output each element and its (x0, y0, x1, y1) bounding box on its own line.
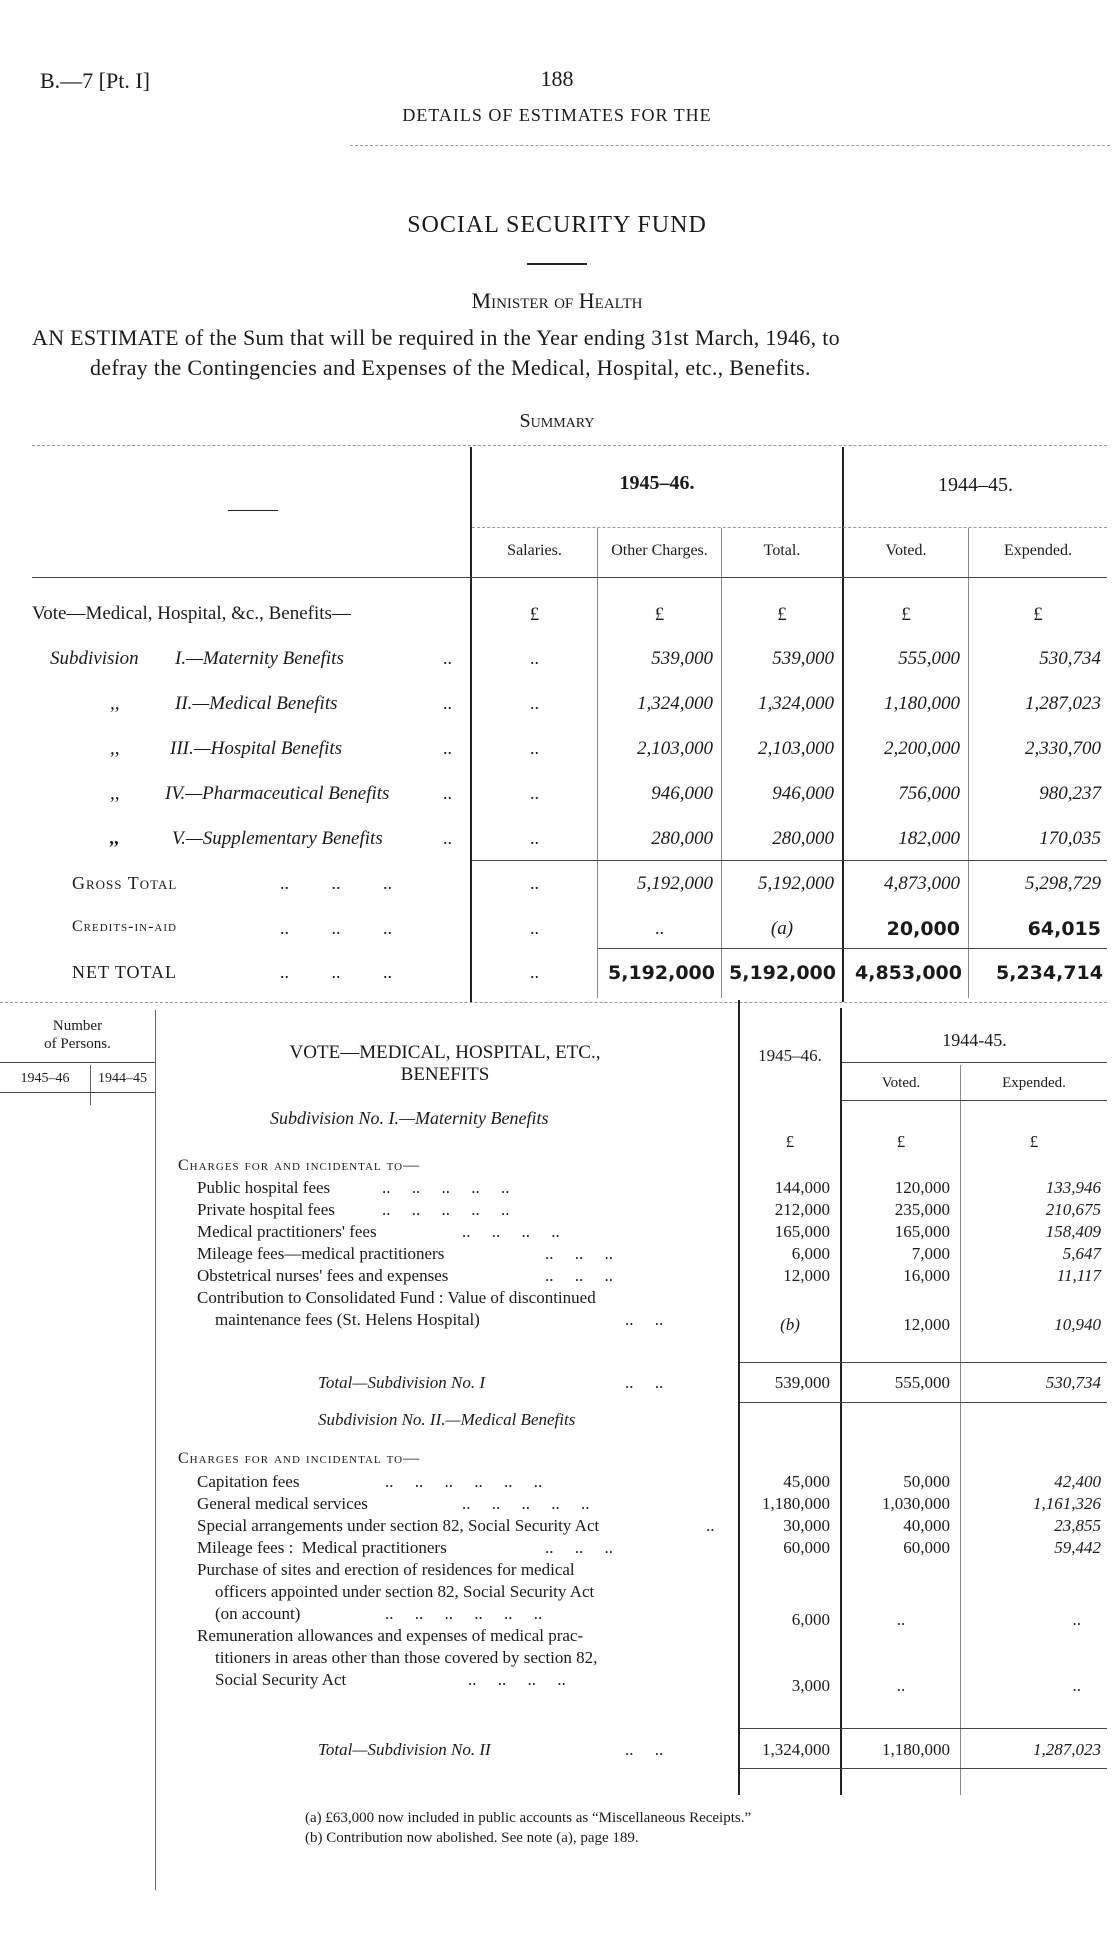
minister-title: Minister of Health (471, 288, 643, 313)
purchase-line-3: (on account) (215, 1604, 301, 1623)
row-total: 2,103,000 (758, 738, 834, 759)
row-voted: 756,000 (898, 783, 960, 804)
item-expended: 23,855 (1054, 1516, 1101, 1535)
row-total: 946,000 (772, 783, 834, 804)
gross-other: 5,192,000 (637, 873, 713, 894)
detail-col-voted: Voted. (881, 1075, 921, 1091)
summary-year-current: 1945–46. (619, 472, 695, 494)
item-current: 144,000 (774, 1178, 830, 1197)
row-label: I.—Maternity Benefits (175, 648, 344, 669)
item-current: 165,000 (774, 1222, 830, 1241)
net-voted: 4,853,000 (855, 962, 962, 984)
contribution-current: (b) (780, 1315, 800, 1334)
sub2-total-current: 1,324,000 (762, 1740, 830, 1759)
item-expended: 210,675 (1045, 1200, 1101, 1219)
remuneration-line-2: titioners in areas other than those covered by section 82, (215, 1648, 598, 1667)
header-rule (350, 145, 1110, 146)
sub2-total-label: Total—Subdivision No. II (318, 1740, 491, 1759)
item-dots: .. (706, 1516, 715, 1535)
credits-salaries: .. (530, 918, 539, 938)
item-label: Special arrangements under section 82, Social Security Act (197, 1516, 600, 1535)
sub2-total-dots: .. .. (625, 1740, 664, 1759)
net-total-label: NET TOTAL (72, 962, 178, 982)
row-expended: 2,330,700 (1025, 738, 1101, 759)
remuneration-current: 3,000 (791, 1676, 830, 1695)
sub1-total-dots: .. .. (625, 1373, 664, 1392)
pound-other: £ (654, 604, 665, 625)
credits-expended: 64,015 (1027, 918, 1101, 940)
item-dots: .. .. .. .. (462, 1222, 560, 1241)
row-salaries: .. (530, 783, 539, 803)
item-label: Public hospital fees (197, 1178, 331, 1197)
row-prefix: ,, (110, 693, 120, 714)
item-current: 45,000 (783, 1472, 830, 1491)
footnote-a: (a) £63,000 now included in public accounts as “Miscellaneous Receipts.” (305, 1810, 752, 1826)
row-salaries: .. (530, 648, 539, 668)
detail-year-current: 1945–46. (758, 1046, 822, 1065)
purchase-current: 6,000 (791, 1610, 830, 1629)
row-label: III.—Hospital Benefits (170, 738, 343, 759)
page-title: DETAILS OF ESTIMATES FOR THE (402, 105, 712, 125)
gross-dots: .. .. .. (280, 873, 392, 893)
credits-total: (a) (770, 918, 794, 939)
pound-salaries: £ (529, 604, 540, 625)
item-expended: 42,400 (1054, 1472, 1101, 1491)
summary-title: Summary (519, 410, 595, 432)
remuneration-voted: .. (896, 1676, 906, 1695)
net-expended: 5,234,714 (996, 962, 1103, 984)
sub1-total-expended: 530,734 (1045, 1373, 1101, 1392)
item-current: 6,000 (791, 1244, 830, 1263)
gross-expended: 5,298,729 (1025, 873, 1101, 894)
row-other: 2,103,000 (637, 738, 713, 759)
col-other-charges: Other Charges. (611, 542, 708, 559)
item-expended: 11,117 (1056, 1266, 1101, 1285)
row-voted: 2,200,000 (884, 738, 960, 759)
fund-title: SOCIAL SECURITY FUND (407, 212, 707, 238)
detail-pound-expended: £ (1029, 1132, 1039, 1151)
row-other: 539,000 (651, 648, 713, 669)
row-salaries: .. (530, 738, 539, 758)
purchase-dots: .. .. .. .. .. .. (385, 1604, 543, 1623)
contribution-voted: 12,000 (903, 1315, 950, 1334)
item-dots: .. .. .. .. .. (382, 1178, 510, 1197)
gross-salaries: .. (530, 873, 539, 893)
item-label: Private hospital fees (197, 1200, 335, 1219)
item-current: 12,000 (783, 1266, 830, 1285)
item-label: General medical services (197, 1494, 368, 1513)
detail-pound-voted: £ (896, 1132, 906, 1151)
row-label: IV.—Pharmaceutical Benefits (165, 783, 390, 804)
row-salaries: .. (530, 828, 539, 848)
persons-col-previous: 1944–45 (98, 1071, 147, 1086)
summary-dash-placeholder (228, 510, 278, 511)
gross-total-label: Gross Total (72, 873, 178, 893)
contribution-dots: .. .. (625, 1310, 664, 1329)
item-dots: .. .. .. (545, 1538, 613, 1557)
fund-rule (527, 263, 587, 265)
detail-pound-current: £ (785, 1132, 795, 1151)
row-voted: 1,180,000 (884, 693, 960, 714)
row-prefix: Subdivision (50, 648, 139, 669)
vote-label: Vote—Medical, Hospital, &c., Benefits— (32, 603, 351, 624)
item-voted: 40,000 (903, 1516, 950, 1535)
sub1-heading: Subdivision No. I.—Maternity Benefits (270, 1108, 549, 1128)
credits-label: Credits-in-aid (72, 918, 177, 935)
credits-dots: .. .. .. (280, 918, 392, 938)
row-voted: 555,000 (898, 648, 960, 669)
item-label: Medical practitioners' fees (197, 1222, 377, 1241)
row-expended: 980,237 (1039, 783, 1101, 804)
net-dots: .. .. .. (280, 962, 392, 982)
sub1-total-label: Total—Subdivision No. I (318, 1373, 486, 1392)
item-voted: 1,030,000 (882, 1494, 950, 1513)
detail-year-previous: 1944-45. (942, 1030, 1007, 1050)
row-dots: .. (443, 738, 452, 758)
estimate-line-2: defray the Contingencies and Expenses of the Medical, Hospital, etc., Benefits. (90, 355, 811, 380)
item-expended: 1,161,326 (1033, 1494, 1101, 1513)
row-dots: .. (443, 783, 452, 803)
item-dots: .. .. .. (545, 1244, 613, 1263)
row-expended: 1,287,023 (1025, 693, 1101, 714)
vote-title-1: VOTE—MEDICAL, HOSPITAL, ETC., (289, 1042, 601, 1063)
persons-col-current: 1945–46 (20, 1071, 70, 1086)
item-voted: 120,000 (894, 1178, 950, 1197)
item-label: Mileage fees : Medical practitioners (197, 1538, 447, 1557)
summary-year-previous: 1944–45. (938, 474, 1013, 496)
estimate-line-1: AN ESTIMATE of the Sum that will be required in the Year ending 31st March, 1946, to (32, 325, 840, 350)
persons-header-2: of Persons. (44, 1036, 111, 1052)
purchase-voted: .. (896, 1610, 906, 1629)
row-other: 946,000 (651, 783, 713, 804)
item-dots: .. .. .. (545, 1266, 613, 1285)
row-total: 280,000 (772, 828, 834, 849)
net-total: 5,192,000 (729, 962, 836, 984)
purchase-expended: .. (1072, 1610, 1081, 1629)
item-current: 1,180,000 (762, 1494, 830, 1513)
sub1-total-voted: 555,000 (894, 1373, 950, 1392)
gross-total: 5,192,000 (758, 873, 834, 894)
row-salaries: .. (530, 693, 539, 713)
item-label: Capitation fees (197, 1472, 300, 1491)
row-dots: .. (443, 693, 452, 713)
row-prefix: ,, (110, 783, 120, 804)
item-voted: 7,000 (911, 1244, 950, 1263)
sub2-total-voted: 1,180,000 (882, 1740, 950, 1759)
col-voted: Voted. (885, 542, 927, 559)
row-prefix: ,, (110, 738, 120, 759)
item-expended: 158,409 (1045, 1222, 1101, 1241)
item-current: 212,000 (774, 1200, 830, 1219)
sub2-charges-heading: Charges for and incidental to— (178, 1450, 421, 1467)
gross-voted: 4,873,000 (884, 873, 960, 894)
vote-title-2: BENEFITS (400, 1064, 490, 1085)
item-voted: 16,000 (903, 1266, 950, 1285)
pound-voted: £ (901, 604, 911, 625)
credits-voted: 20,000 (886, 918, 960, 940)
detail-col-expended: Expended. (1002, 1075, 1066, 1091)
pound-total: £ (777, 604, 787, 625)
item-expended: 5,647 (1062, 1244, 1101, 1263)
item-current: 60,000 (783, 1538, 830, 1557)
row-label: II.—Medical Benefits (175, 693, 338, 714)
purchase-line-2: officers appointed under section 82, Social Security Act (215, 1582, 595, 1601)
item-dots: .. .. .. .. .. .. (385, 1472, 543, 1491)
item-label: Mileage fees—medical practitioners (197, 1244, 445, 1263)
row-prefix: ,, (110, 828, 120, 849)
row-dots: .. (443, 648, 452, 668)
remuneration-line-3: Social Security Act (215, 1670, 347, 1689)
page-ref: B.—7 [Pt. I] (40, 68, 150, 93)
pound-expended: £ (1033, 604, 1043, 625)
sub1-charges-heading: Charges for and incidental to— (178, 1157, 421, 1174)
col-total: Total. (763, 542, 801, 559)
item-dots: .. .. .. .. .. (382, 1200, 510, 1219)
item-dots: .. .. .. .. .. (462, 1494, 590, 1513)
row-dots: .. (443, 828, 452, 848)
item-current: 30,000 (783, 1516, 830, 1535)
row-total: 539,000 (772, 648, 834, 669)
item-expended: 59,442 (1054, 1538, 1101, 1557)
sub2-total-expended: 1,287,023 (1033, 1740, 1101, 1759)
contribution-line-1: Contribution to Consolidated Fund : Value of discontinued (197, 1288, 596, 1307)
page-number: 188 (540, 66, 574, 91)
row-expended: 530,734 (1039, 648, 1101, 669)
remuneration-expended: .. (1072, 1676, 1081, 1695)
item-label: Obstetrical nurses' fees and expenses (197, 1266, 449, 1285)
row-label: V.—Supplementary Benefits (172, 828, 383, 849)
col-salaries: Salaries. (507, 542, 562, 559)
row-expended: 170,035 (1039, 828, 1101, 849)
footnote-b: (b) Contribution now abolished. See note (a), page 189. (305, 1830, 639, 1846)
sub1-total-current: 539,000 (774, 1373, 830, 1392)
credits-other: .. (655, 918, 664, 938)
row-other: 1,324,000 (637, 693, 713, 714)
remuneration-line-1: Remuneration allowances and expenses of medical prac- (197, 1626, 584, 1645)
net-salaries: .. (530, 962, 539, 982)
item-voted: 165,000 (894, 1222, 950, 1241)
remuneration-dots: .. .. .. .. (468, 1670, 566, 1689)
row-total: 1,324,000 (758, 693, 834, 714)
net-other: 5,192,000 (608, 962, 715, 984)
row-voted: 182,000 (898, 828, 960, 849)
item-voted: 235,000 (894, 1200, 950, 1219)
contribution-line-2: maintenance fees (St. Helens Hospital) (215, 1310, 480, 1329)
item-expended: 133,946 (1045, 1178, 1101, 1197)
col-expended: Expended. (1004, 542, 1072, 559)
contribution-expended: 10,940 (1054, 1315, 1101, 1334)
row-other: 280,000 (651, 828, 713, 849)
purchase-line-1: Purchase of sites and erection of residences for medical (197, 1560, 575, 1579)
item-voted: 50,000 (903, 1472, 950, 1491)
persons-header-1: Number (52, 1018, 103, 1034)
sub2-heading: Subdivision No. II.—Medical Benefits (318, 1410, 576, 1429)
item-voted: 60,000 (903, 1538, 950, 1557)
